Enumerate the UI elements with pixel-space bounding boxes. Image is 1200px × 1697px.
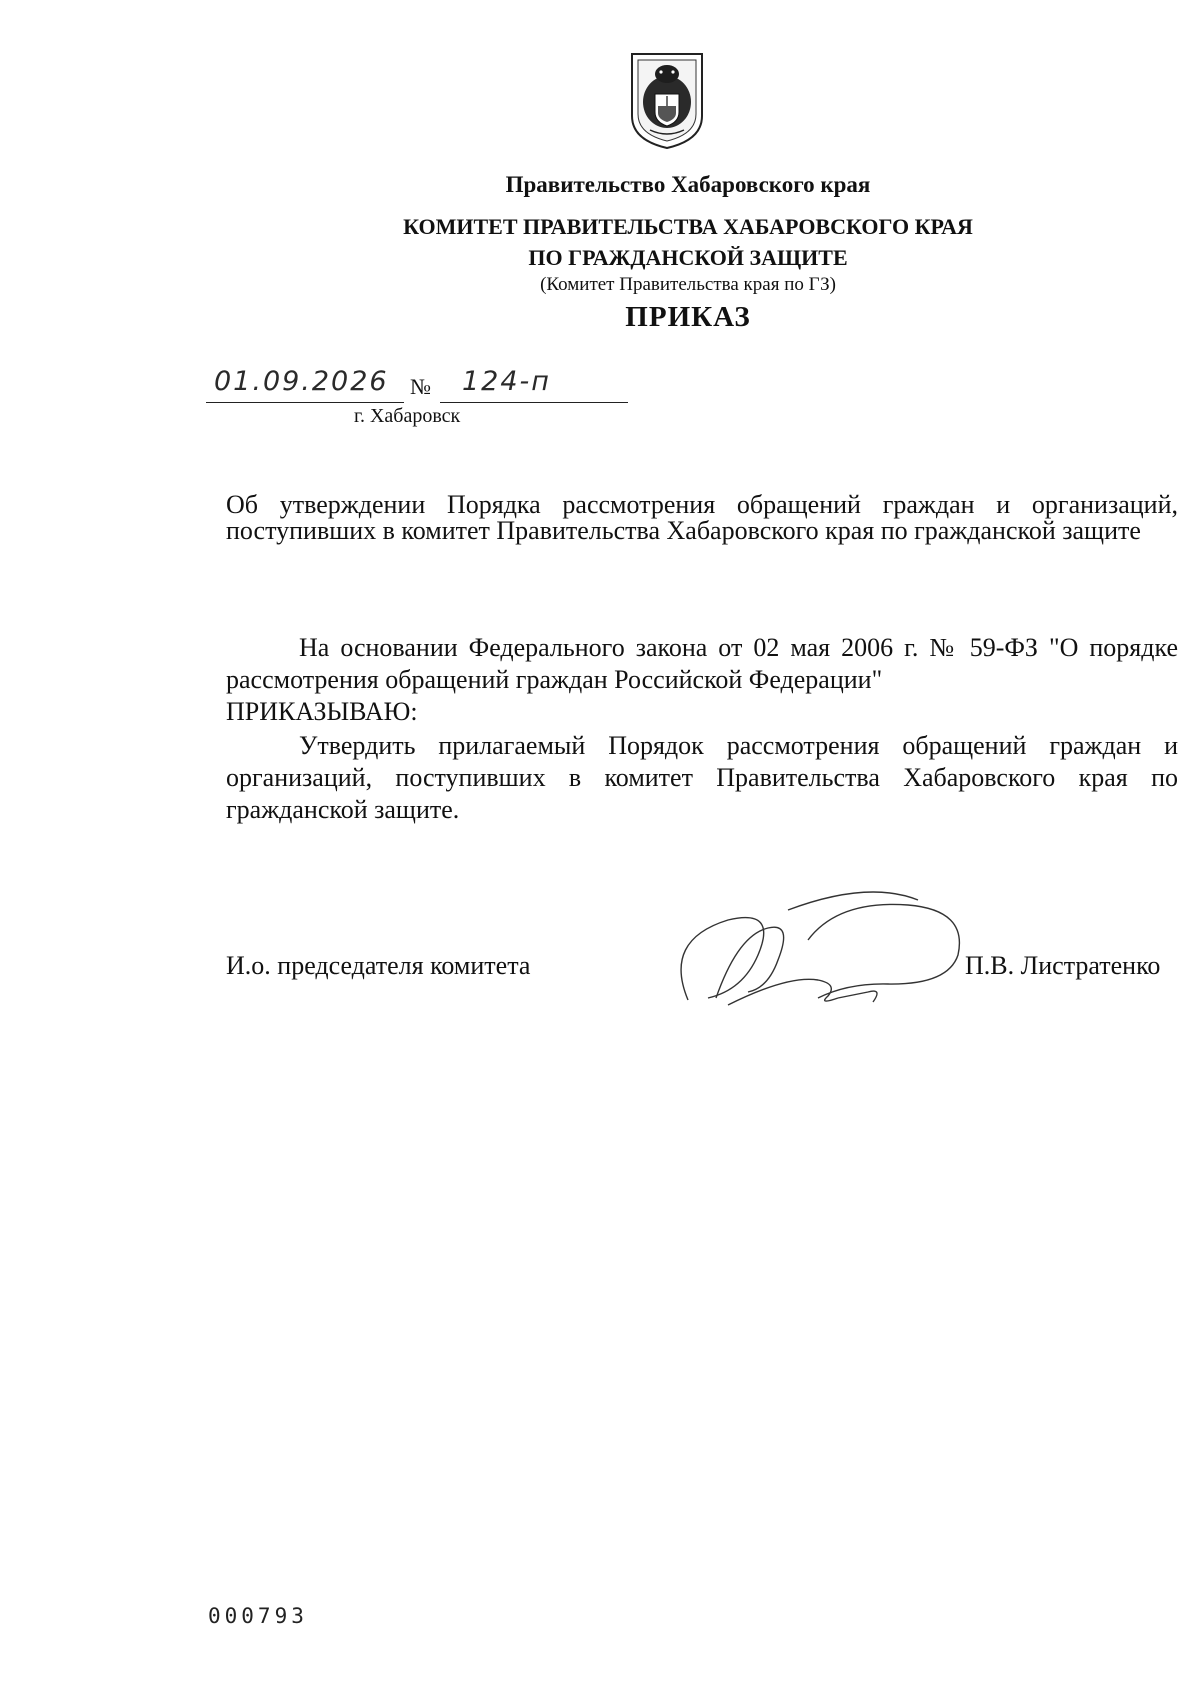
document-type: ПРИКАЗ	[625, 301, 751, 333]
handwritten-signature	[668, 880, 988, 1015]
government-title: Правительство Хабаровского края	[505, 172, 871, 197]
document-serial-number: 000793	[208, 1604, 308, 1628]
committee-title-line1: КОМИТЕТ ПРАВИТЕЛЬСТВА ХАБАРОВСКОГО КРАЯ	[403, 214, 973, 239]
order-number: 124-п	[462, 366, 551, 397]
order-date: 01.09.2026	[214, 366, 389, 397]
date-underline	[206, 402, 404, 403]
city-label: г. Хабаровск	[354, 405, 461, 427]
number-sign: №	[410, 374, 431, 399]
signer-position: И.о. председателя комитета	[226, 951, 531, 980]
order-word: ПРИКАЗЫВАЮ:	[226, 697, 418, 726]
decision-paragraph: Утвердить прилагаемый Порядок рассмотрения обращений граждан и организаций, поступивших в комитет Правительства Хабаровского края по гражданской защите.	[226, 731, 1178, 824]
committee-title-line2: ПО ГРАЖДАНСКОЙ ЗАЩИТЕ	[528, 245, 848, 270]
coat-of-arms-icon	[628, 50, 706, 152]
legal-basis-paragraph: На основании Федерального закона от 02 мая 2006 г. № 59-ФЗ "О порядке рассмотрения обращений граждан Российской Федерации"	[226, 633, 1178, 694]
signer-name: П.В. Листратенко	[965, 951, 1161, 980]
order-title: Об утверждении Порядка рассмотрения обращений граждан и организаций, поступивших в комитет Правительства Хабаровского края по гражданской защите	[226, 490, 1178, 545]
number-underline	[440, 402, 628, 403]
committee-short-name: (Комитет Правительства края по ГЗ)	[540, 274, 836, 295]
